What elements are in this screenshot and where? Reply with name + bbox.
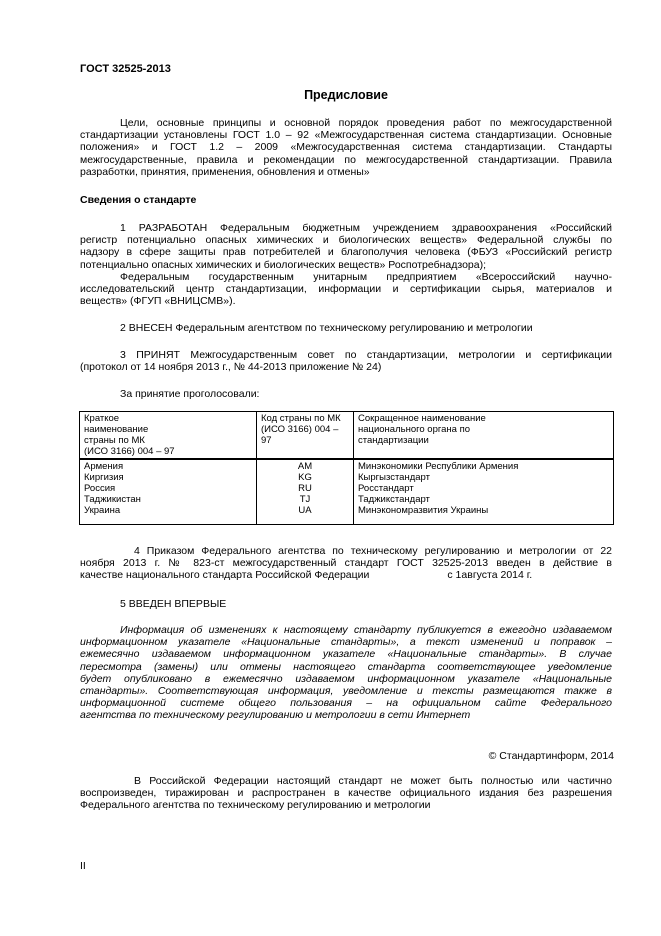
table-body-row — [80, 459, 614, 525]
text-line: межгосударственные, правила и рекомендации по межгосударственной стандартизации. Правила — [80, 153, 612, 166]
text-line: ежемесячно издаваемом информационном указателе «Национальные стандарты». В случае — [80, 648, 612, 661]
column-header-body: Сокращенное наименование национального органа по стандартизации — [354, 412, 614, 460]
table-cell: Киргизия — [84, 472, 124, 483]
text-line: качестве национального стандарта Российской Федерации с 1августа 2014 г. — [80, 569, 533, 582]
intro-paragraph — [80, 117, 612, 178]
text-line: агентства по техническому регулированию и метрологии в сети Интернет — [80, 709, 471, 722]
text-line: 4 Приказом Федерального агентства по техническому регулированию и метрологии от 22 — [134, 545, 612, 557]
text-line: разработки, принятия, применения, обновления и отмены» — [80, 165, 370, 178]
table-cell: KG — [298, 472, 312, 483]
text-line: стандартизации установлены ГОСТ 1.0 – 92 «Межгосударственная система стандартизации. Основные — [80, 129, 612, 142]
text-line: Цели, основные принципы и основной порядок проведения работ по межгосударственной — [120, 117, 612, 129]
table-cell: Таджикстандарт — [358, 494, 430, 505]
column-header-country: Краткое наименование страны по МК (ИСО 3166) 004 – 97 — [80, 412, 257, 460]
voting-table — [79, 411, 614, 525]
text-line: будет опубликовано в ежемесячно издаваемом информационном указателе «Национальные — [80, 672, 612, 685]
text-line: веществ» (ФГУП «ВНИЦСМВ»). — [80, 295, 236, 308]
text-line: 3 ПРИНЯТ Межгосударственным совет по стандартизации, метрологии и сертификации — [120, 349, 612, 361]
table-cell: Минэкономразвития Украины — [358, 505, 489, 516]
text-line: Информация об изменениях к настоящему стандарту публикуется в ежегодно издаваемом — [120, 624, 612, 636]
document-id: ГОСТ 32525-2013 — [80, 63, 171, 75]
table-cell: Таджикистан — [84, 494, 141, 505]
item-5-first-time — [80, 598, 612, 610]
item-4-order — [80, 545, 612, 582]
item-3-adopted — [80, 349, 612, 373]
table-cell: Минэкономики Республики Армения — [358, 461, 519, 472]
table-cell: Украина — [84, 505, 121, 516]
table-cell: Армения — [84, 461, 124, 472]
copyright-line: © Стандартинформ, 2014 — [488, 750, 614, 762]
page-number: II — [80, 860, 86, 872]
info-heading: Сведения о стандарте — [80, 194, 197, 206]
text-line: 2 ВНЕСЕН Федеральным агентством по техническому регулированию и метрологии — [120, 322, 533, 334]
text-line: потенциально опасных химических и биологических веществ» Роспотребнадзора); — [80, 258, 487, 271]
table-cell: Росстандарт — [358, 483, 414, 494]
table-header-row — [80, 412, 614, 460]
text-line: Федеральным государственным унитарным предприятием «Всероссийский научно- — [120, 270, 612, 283]
country-column — [80, 459, 257, 525]
changes-notice — [80, 624, 612, 722]
item-1-developed — [80, 222, 612, 307]
table-cell: AM — [297, 461, 313, 472]
table-cell: Кыргызстандарт — [358, 472, 430, 483]
text-line: ноября 2013 г. № 823-ст межгосударственный стандарт ГОСТ 32525-2013 введен в действие в — [80, 557, 612, 570]
text-line: надзору в сфере защиты прав потребителей и благополучия человека (ФБУЗ «Российский регистр — [80, 246, 612, 259]
text-line: Федерального агентства по техническому регулированию и метрологии — [80, 799, 431, 812]
text-line: пересмотра (замены) или отмены настоящего стандарта соответствующее уведомление — [80, 660, 612, 673]
text-line: положения» и ГОСТ 1.2 – 2009 «Межгосударственная система стандартизации. Стандарты — [80, 141, 612, 154]
item-2-introduced — [80, 322, 612, 334]
text-line: информационной системе общего пользования – на официальном сайте Федерального — [80, 697, 612, 710]
table-cell: UA — [298, 505, 312, 516]
effective-date: с 1августа 2014 г. — [447, 569, 533, 582]
text-line: 1 РАЗРАБОТАН Федеральным бюджетным учреждением здравоохранения «Российский — [120, 222, 612, 234]
text-line: В Российской Федерации настоящий стандарт не может быть полностью или частично — [134, 775, 612, 787]
text-line: 5 ВВЕДЕН ВПЕРВЫЕ — [120, 598, 227, 610]
column-header-code: Код страны по МК (ИСО 3166) 004 – 97 — [257, 412, 354, 460]
voted-label: За принятие проголосовали: — [120, 388, 260, 400]
table-cell: TJ — [299, 494, 311, 505]
code-column — [257, 459, 354, 525]
text-line: (протокол от 14 ноября 2013 г., № 44-2013 приложение № 24) — [80, 361, 382, 374]
text-line: исследовательский центр стандартизации, информации и сертификации сырья, материалов и — [80, 283, 612, 296]
text-line: воспроизведен, тиражирован и распространен в качестве официального издания без разрешения — [80, 787, 612, 800]
text-line: стандарты». Соответствующая информация, уведомление и тексты размещаются также в — [80, 685, 612, 698]
table-cell: RU — [298, 483, 312, 494]
table-cell: Россия — [84, 483, 116, 494]
text-line: информационном указателе «Национальные стандарты», а текст изменений и поправок – — [80, 636, 612, 649]
page-title: Предисловие — [304, 88, 388, 102]
closing-paragraph — [80, 775, 612, 812]
body-column — [354, 459, 614, 525]
text-line: регистр потенциально опасных химических и биологических веществ» Федеральной службы по — [80, 234, 612, 247]
